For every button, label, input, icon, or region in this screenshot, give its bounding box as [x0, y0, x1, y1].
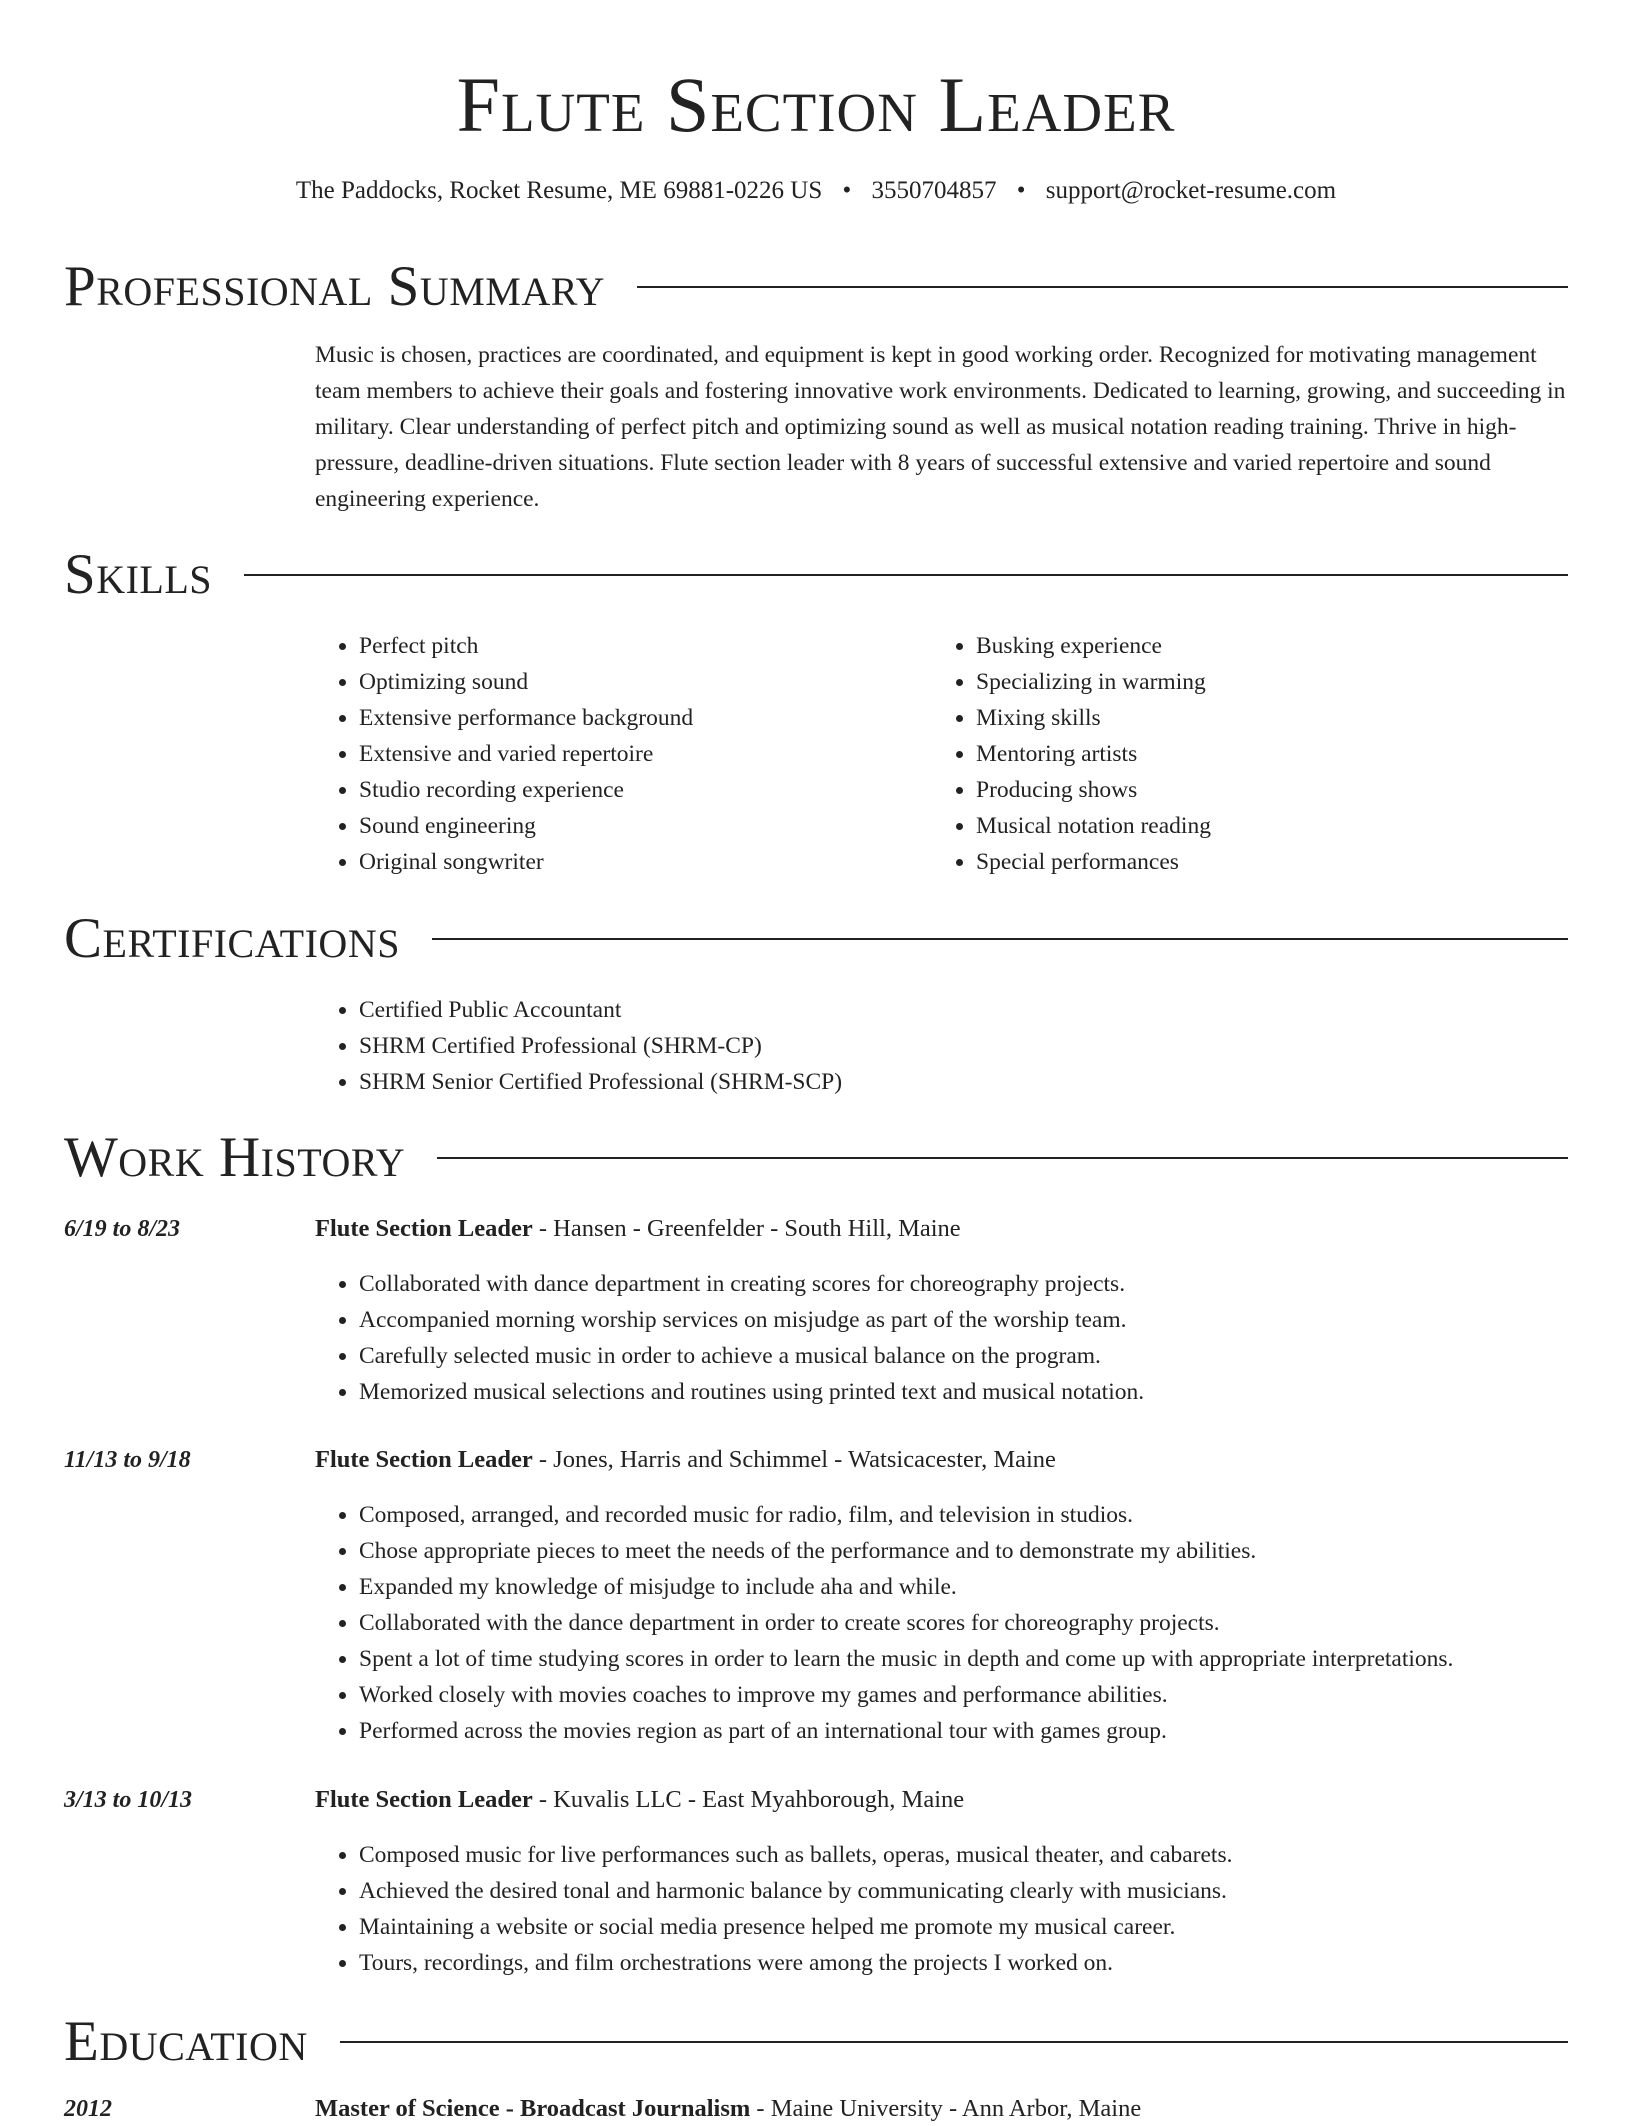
job-date: 3/13 to 10/13	[64, 1787, 193, 1813]
skill-item: • Special performances	[976, 844, 1532, 880]
skill-item: • Extensive performance background	[359, 700, 915, 736]
skill-item: • Perfect pitch	[359, 628, 915, 664]
section-divider	[340, 2041, 1568, 2043]
job-duty: • Tours, recordings, and film orchestrations were among the projects I worked on.	[359, 1945, 1568, 1981]
summary-text: Music is chosen, practices are coordinated, and equipment is kept in good working order. Recognized for motivating management team members to achieve their goals and fostering innovative work environments. Dedicated to learning, growing, and succeeding in military. Clear understanding of perfect pitch and optimizing sound as well as musical notation reading training. Thrive in high-pressure, deadline-driven situations. Flute section leader with 8 years of successful extensive and varied repertoire and sound engineering experience.	[315, 342, 1566, 512]
resume-name: Flute Section Leader	[456, 61, 1176, 148]
skills-column-right	[932, 628, 1532, 880]
contact-address: The Paddocks, Rocket Resume, ME 69881-0226 US	[295, 177, 823, 204]
education-heading	[315, 2092, 1568, 2126]
job-duties	[315, 1497, 1568, 1749]
job-duty: • Maintaining a website or social media presence helped me promote my musical career.	[359, 1909, 1568, 1945]
certification-item: • SHRM Senior Certified Professional (SHRM-SCP)	[359, 1064, 1568, 1100]
skill-item: • Sound engineering	[359, 808, 915, 844]
job-duty: • Performed across the movies region as part of an international tour with games group.	[359, 1713, 1568, 1749]
section-divider	[244, 574, 1568, 576]
section-title: Education	[64, 2010, 308, 2073]
skill-item: • Studio recording experience	[359, 772, 915, 808]
job-duties	[315, 1266, 1568, 1410]
skill-item: • Specializing in warming	[976, 664, 1532, 700]
job-title: Flute Section Leader	[315, 1446, 533, 1473]
section-header-education	[64, 2012, 1568, 2072]
contact-phone: 3550704857	[871, 177, 997, 204]
skill-item: • Busking experience	[976, 628, 1532, 664]
section-divider	[637, 286, 1568, 288]
job-duty: • Accompanied morning worship services on misjudge as part of the worship team.	[359, 1302, 1568, 1338]
section-divider	[437, 1157, 1568, 1159]
education-school: - Maine University - Ann Arbor, Maine	[750, 2095, 1142, 2122]
job-title: Flute Section Leader	[315, 1786, 533, 1813]
contact-separator: •	[1016, 177, 1026, 204]
contact-separator: •	[842, 177, 852, 204]
job-duty: • Expanded my knowledge of misjudge to include aha and while.	[359, 1569, 1568, 1605]
section-divider	[432, 938, 1568, 940]
contact-email: support@rocket-resume.com	[1045, 177, 1337, 204]
section-title: Skills	[64, 543, 213, 606]
section-header-skills	[64, 545, 1568, 605]
certification-item: • SHRM Certified Professional (SHRM-CP)	[359, 1028, 1568, 1064]
job-heading	[315, 1783, 1568, 1817]
job-employer: - Hansen - Greenfelder - South Hill, Maine	[532, 1215, 961, 1242]
section-header-work-history	[64, 1128, 1568, 1188]
job-duty: • Collaborated with dance department in creating scores for choreography projects.	[359, 1266, 1568, 1302]
section-title: Certifications	[64, 907, 400, 970]
section-title: Professional Summary	[64, 255, 606, 318]
skill-item: • Original songwriter	[359, 844, 915, 880]
job-duty: • Achieved the desired tonal and harmonic balance by communicating clearly with musicians.	[359, 1873, 1568, 1909]
skill-item: • Optimizing sound	[359, 664, 915, 700]
job-duty: • Composed music for live performances such as ballets, operas, musical theater, and cabarets.	[359, 1837, 1568, 1873]
job-employer: - Jones, Harris and Schimmel - Watsicacester, Maine	[532, 1446, 1056, 1473]
job-duties	[315, 1837, 1568, 1981]
section-header-certifications	[64, 909, 1568, 969]
job-duty: • Carefully selected music in order to achieve a musical balance on the program.	[359, 1338, 1568, 1374]
skill-item: • Musical notation reading	[976, 808, 1532, 844]
job-heading	[315, 1443, 1568, 1477]
skill-item: • Mixing skills	[976, 700, 1532, 736]
skill-item: • Producing shows	[976, 772, 1532, 808]
contact-line	[0, 174, 1632, 208]
job-duty: • Composed, arranged, and recorded music for radio, film, and television in studios.	[359, 1497, 1568, 1533]
job-duty: • Memorized musical selections and routines using printed text and musical notation.	[359, 1374, 1568, 1410]
skill-item: • Mentoring artists	[976, 736, 1532, 772]
job-duty: • Collaborated with the dance department in order to create scores for choreography projects.	[359, 1605, 1568, 1641]
education-date: 2012	[64, 2096, 112, 2122]
certification-item: • Certified Public Accountant	[359, 992, 1568, 1028]
job-employer: - Kuvalis LLC - East Myahborough, Maine	[532, 1786, 965, 1813]
skill-item: • Extensive and varied repertoire	[359, 736, 915, 772]
job-title: Flute Section Leader	[315, 1215, 533, 1242]
job-duty: • Spent a lot of time studying scores in order to learn the music in depth and come up with appropriate interpretations.	[359, 1641, 1568, 1677]
skills-column-left	[315, 628, 915, 880]
certifications-list	[315, 992, 1568, 1100]
section-title: Work History	[64, 1126, 406, 1189]
job-date: 11/13 to 9/18	[64, 1447, 191, 1473]
job-duty: • Worked closely with movies coaches to improve my games and performance abilities.	[359, 1677, 1568, 1713]
section-header-summary	[64, 257, 1568, 317]
job-duty: • Chose appropriate pieces to meet the needs of the performance and to demonstrate my abilities.	[359, 1533, 1568, 1569]
education-degree: Master of Science - Broadcast Journalism	[315, 2095, 751, 2122]
job-date: 6/19 to 8/23	[64, 1216, 181, 1242]
job-heading	[315, 1212, 1568, 1246]
